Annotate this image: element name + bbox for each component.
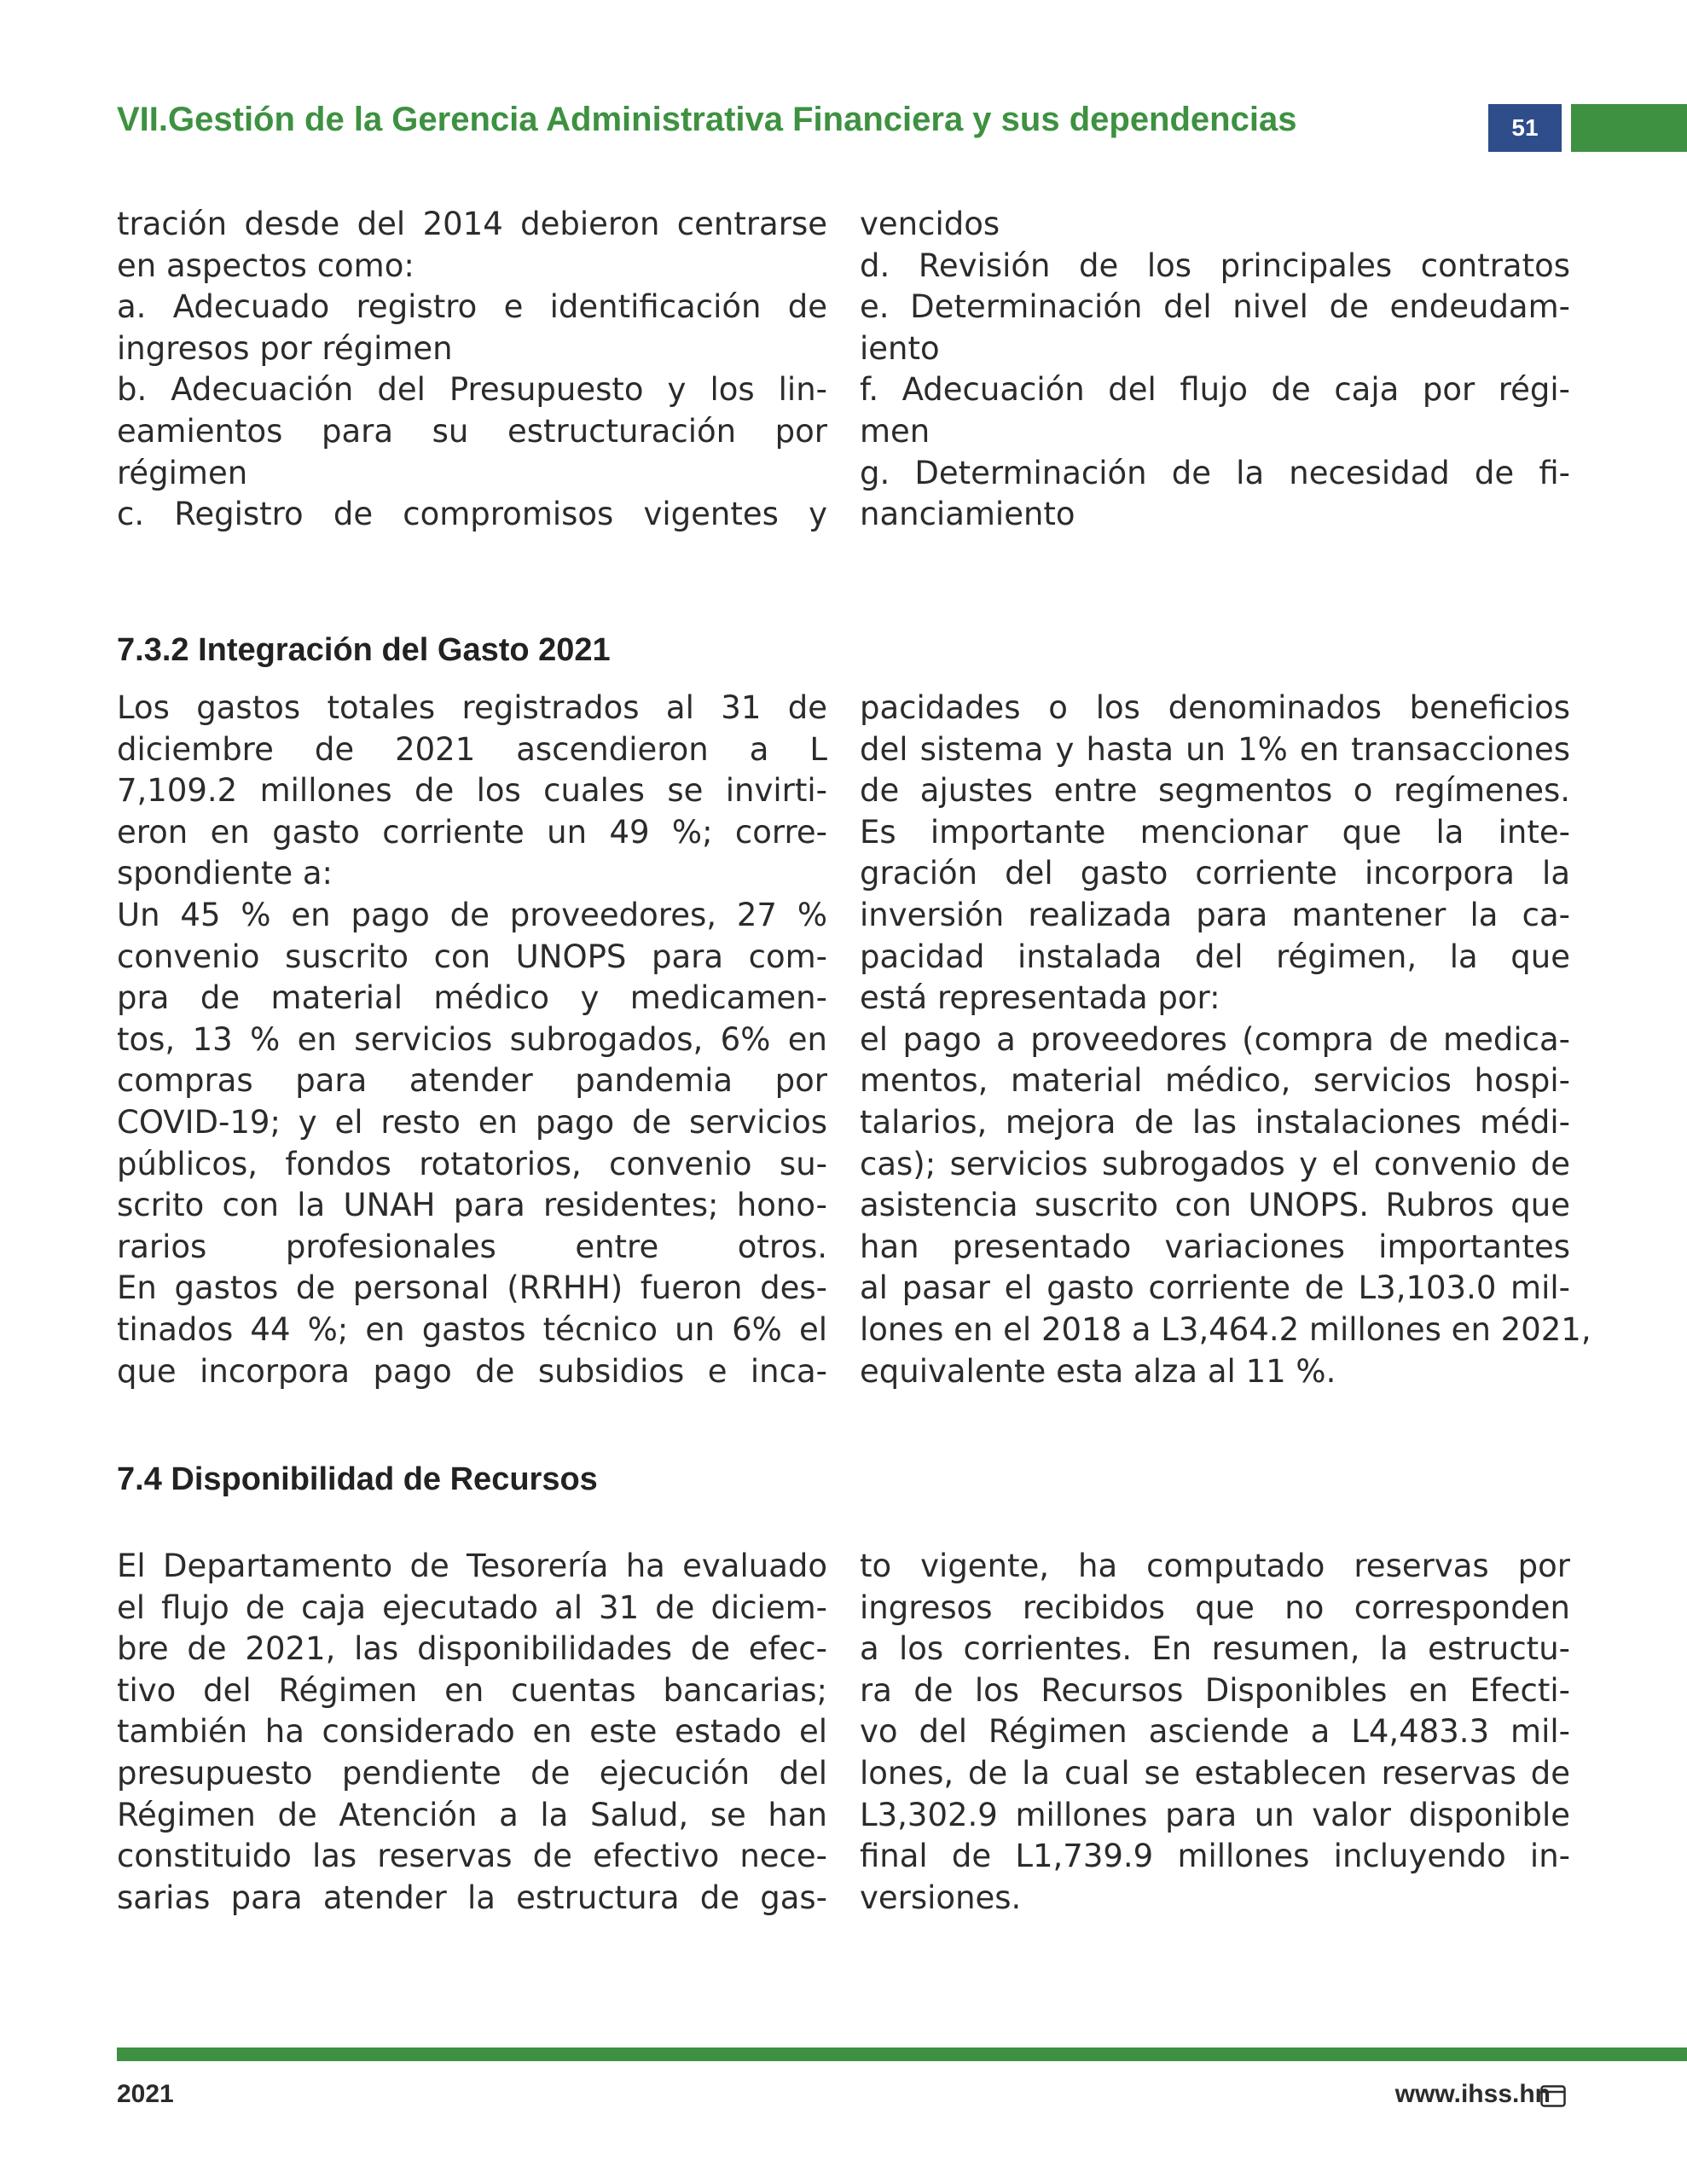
text-line: al pasar el gasto corriente de L3,103.0 mil- xyxy=(860,1269,1570,1307)
text-line: bre de 2021, las disponibilidades de efec- xyxy=(117,1630,827,1668)
text-line: iento xyxy=(860,329,940,367)
text-line: versiones. xyxy=(860,1879,1022,1916)
text-line: COVID-19; y el resto en pago de servicios xyxy=(117,1103,827,1141)
text-line: gración del gasto corriente incorpora la xyxy=(860,855,1570,892)
text-line: cas); servicios subrogados y el convenio de xyxy=(860,1145,1570,1182)
chapter-title: VII.Gestión de la Gerencia Administrativa Financiera y sus dependencias xyxy=(117,101,1297,138)
text-line: Los gastos totales registrados al 31 de xyxy=(117,689,827,726)
text-line: tivo del Régimen en cuentas bancarias; xyxy=(117,1671,827,1709)
footer-accent-bar xyxy=(117,2048,1687,2061)
text-line: spondiente a: xyxy=(117,855,333,892)
text-line: ingresos por régimen xyxy=(117,329,453,367)
text-line: pacidades o los denominados beneficios xyxy=(860,689,1570,726)
text-line: compras para atender pandemia por xyxy=(117,1062,827,1100)
section-7-4-title: 7.4 Disponibilidad de Recursos xyxy=(117,1461,598,1497)
text-line: el pago a proveedores (compra de medica- xyxy=(860,1020,1570,1058)
text-line: el flujo de caja ejecutado al 31 de diciem- xyxy=(117,1589,827,1626)
text-line: ra de los Recursos Disponibles en Efecti- xyxy=(860,1671,1570,1709)
text-line: b. Adecuación del Presupuesto y los lin- xyxy=(117,371,827,409)
text-line: tinados 44 %; en gastos técnico un 6% el xyxy=(117,1310,827,1348)
text-line: públicos, fondos rotatorios, convenio su- xyxy=(117,1145,827,1182)
text-line: Régimen de Atención a la Salud, se han xyxy=(117,1796,827,1833)
text-line: lones en el 2018 a L3,464.2 millones en 2021, xyxy=(860,1310,1591,1348)
text-line: asistencia suscrito con UNOPS. Rubros que xyxy=(860,1187,1570,1224)
text-line: inversión realizada para mantener la ca- xyxy=(860,896,1570,933)
text-line: eamientos para su estructuración por xyxy=(117,412,827,450)
text-line: está representada por: xyxy=(860,979,1220,1017)
text-line: equivalente esta alza al 11 %. xyxy=(860,1352,1336,1390)
footer-year: 2021 xyxy=(117,2080,174,2108)
text-line: de ajustes entre segmentos o regímenes. xyxy=(860,772,1570,810)
text-line: Un 45 % en pago de proveedores, 27 % xyxy=(117,896,827,933)
text-line: del sistema y hasta un 1% en transacciones xyxy=(860,730,1570,768)
text-line: en aspectos como: xyxy=(117,247,415,284)
intro-left-column xyxy=(117,204,827,536)
text-line: tración desde del 2014 debieron centrarse xyxy=(117,206,827,242)
text-line: 7,109.2 millones de los cuales se invirti- xyxy=(117,772,827,810)
text-line: men xyxy=(860,412,930,450)
text-line: tos, 13 % en servicios subrogados, 6% en xyxy=(117,1020,827,1058)
text-line: han presentado variaciones importantes xyxy=(860,1228,1570,1265)
page-number: 51 xyxy=(1511,114,1539,141)
text-line: Es importante mencionar que la inte- xyxy=(860,813,1570,851)
text-line: rarios profesionales entre otros. xyxy=(117,1228,827,1265)
text-line: c. Registro de compromisos vigentes y xyxy=(117,496,827,533)
text-line: L3,302.9 millones para un valor disponible xyxy=(860,1796,1570,1833)
footer-website-link[interactable]: www.ihss.hn xyxy=(1394,2080,1551,2108)
text-line: En gastos de personal (RRHH) fueron des- xyxy=(117,1269,827,1307)
text-line: diciembre de 2021 ascendieron a L xyxy=(117,730,827,768)
text-line: El Departamento de Tesorería ha evaluado xyxy=(117,1548,827,1584)
text-line: vencidos xyxy=(860,206,1000,242)
section-7-4-left-column xyxy=(117,1546,827,1919)
text-line: e. Determinación del nivel de endeudam- xyxy=(860,288,1570,326)
text-line: scrito con la UNAH para residentes; hono- xyxy=(117,1187,827,1224)
text-line: to vigente, ha computado reservas por xyxy=(860,1548,1570,1584)
text-line: pacidad instalada del régimen, la que xyxy=(860,938,1570,975)
section-7-3-2-right-column xyxy=(860,688,1591,1392)
header-accent-bar xyxy=(1571,104,1687,152)
text-line: a los corrientes. En resumen, la estructu- xyxy=(860,1630,1570,1668)
text-line: nanciamiento xyxy=(860,496,1075,533)
text-line: d. Revisión de los principales contratos xyxy=(860,247,1570,284)
text-line: régimen xyxy=(117,454,248,491)
section-7-3-2-title: 7.3.2 Integración del Gasto 2021 xyxy=(117,632,611,668)
text-line: constituido las reservas de efectivo nece- xyxy=(117,1838,827,1875)
text-line: mentos, material médico, servicios hospi- xyxy=(860,1062,1570,1100)
text-line: presupuesto pendiente de ejecución del xyxy=(117,1754,827,1792)
text-line: a. Adecuado registro e identificación de xyxy=(117,288,827,326)
text-line: vo del Régimen asciende a L4,483.3 mil- xyxy=(860,1713,1570,1751)
text-line: sarias para atender la estructura de gas- xyxy=(117,1879,827,1916)
text-line: final de L1,739.9 millones incluyendo in- xyxy=(860,1838,1570,1875)
text-line: ingresos recibidos que no corresponden xyxy=(860,1589,1570,1626)
browser-window-icon xyxy=(1540,2085,1566,2107)
text-line: f. Adecuación del flujo de caja por régi- xyxy=(860,371,1570,409)
text-line: que incorpora pago de subsidios e inca- xyxy=(117,1352,827,1390)
intro-right-column xyxy=(860,204,1570,536)
text-line: g. Determinación de la necesidad de fi- xyxy=(860,454,1570,491)
text-line: pra de material médico y medicamen- xyxy=(117,979,827,1017)
text-line: convenio suscrito con UNOPS para com- xyxy=(117,938,827,975)
text-line: lones, de la cual se establecen reservas de xyxy=(860,1754,1570,1792)
text-line: también ha considerado en este estado el xyxy=(117,1713,827,1751)
page-number-badge xyxy=(1488,104,1562,152)
text-line: talarios, mejora de las instalaciones médi- xyxy=(860,1103,1570,1141)
section-7-4-right-column xyxy=(860,1546,1570,1919)
text-line: eron en gasto corriente un 49 %; corre- xyxy=(117,813,827,851)
section-7-3-2-left-column xyxy=(117,688,827,1392)
